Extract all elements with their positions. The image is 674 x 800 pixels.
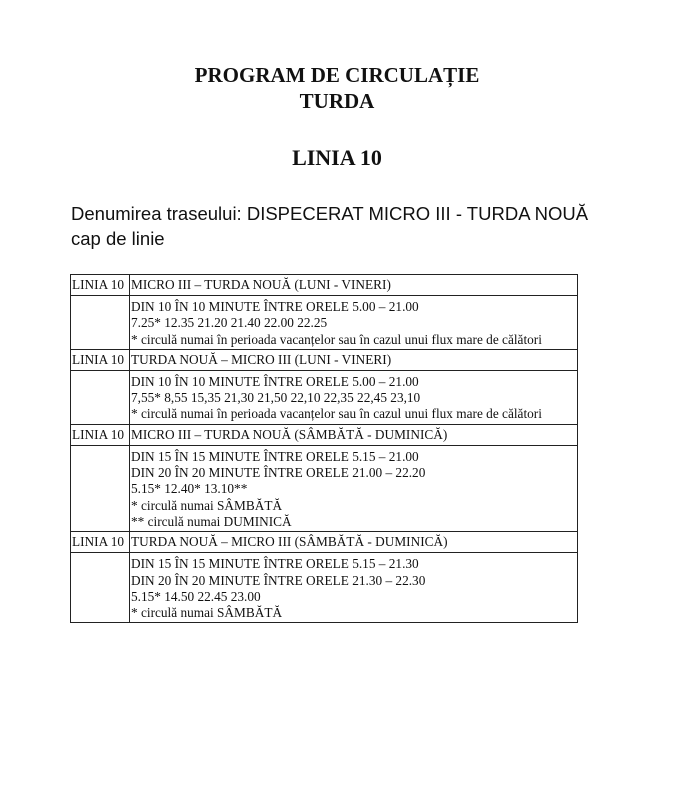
schedule-details-cell [130, 553, 578, 623]
schedule-detail-line: DIN 20 ÎN 20 MINUTE ÎNTRE ORELE 21.30 – 22.30 [131, 572, 426, 588]
route-name-cell: TURDA NOUĂ – MICRO III (SÂMBĂTĂ - DUMINICĂ) [130, 532, 578, 553]
route-name-cell: TURDA NOUĂ – MICRO III (LUNI - VINERI) [130, 349, 578, 370]
schedule-details-row [71, 445, 578, 531]
line-number-cell: LINIA 10 [71, 424, 130, 445]
schedule-detail-line: 7,55* 8,55 15,35 21,30 21,50 22,10 22,35 22,45 23,10 [131, 390, 421, 406]
schedule-detail-line: * circulă numai SÂMBĂTĂ [131, 605, 283, 621]
schedule-details-row [71, 553, 578, 623]
schedule-detail-line: 5.15* 14.50 22.45 23.00 [131, 588, 261, 604]
schedule-details-cell [130, 445, 578, 531]
schedule-details-cell [130, 370, 578, 424]
schedule-details-cell [130, 296, 578, 350]
schedule-detail-line: ** circulă numai DUMINICĂ [131, 513, 292, 529]
schedule-detail-line: * circulă numai SÂMBĂTĂ [131, 497, 283, 513]
schedule-table-body [71, 275, 578, 623]
schedule-detail-line: DIN 15 ÎN 15 MINUTE ÎNTRE ORELE 5.15 – 21.30 [131, 556, 419, 572]
schedule-detail-line: 7.25* 12.35 21.20 21.40 22.00 22.25 [131, 315, 328, 331]
schedule-details-row [71, 370, 578, 424]
schedule-table [70, 274, 578, 623]
schedule-details-row [71, 296, 578, 350]
empty-cell [71, 553, 130, 623]
line-number-cell: LINIA 10 [71, 532, 130, 553]
schedule-detail-line: * circulă numai în perioada vacanțelor sau în cazul unui flux mare de călători [131, 406, 542, 422]
schedule-detail-line: DIN 15 ÎN 15 MINUTE ÎNTRE ORELE 5.15 – 21.00 [131, 448, 419, 464]
schedule-route-row [71, 349, 578, 370]
line-number-cell: LINIA 10 [71, 275, 130, 296]
line-number-cell: LINIA 10 [71, 349, 130, 370]
schedule-detail-line: 5.15* 12.40* 13.10** [131, 481, 248, 497]
schedule-detail-line: DIN 10 ÎN 10 MINUTE ÎNTRE ORELE 5.00 – 21.00 [131, 373, 419, 389]
schedule-route-row [71, 532, 578, 553]
route-name-cell: MICRO III – TURDA NOUĂ (LUNI - VINERI) [130, 275, 578, 296]
schedule-detail-line: DIN 10 ÎN 10 MINUTE ÎNTRE ORELE 5.00 – 21.00 [131, 299, 419, 314]
empty-cell [71, 445, 130, 531]
line-heading: LINIA 10 [292, 145, 382, 170]
empty-cell [71, 296, 130, 350]
schedule-route-row [71, 424, 578, 445]
empty-cell [71, 370, 130, 424]
city-title: TURDA [299, 89, 375, 113]
document-title: PROGRAM DE CIRCULAȚIE [194, 63, 480, 87]
schedule-detail-line: DIN 20 ÎN 20 MINUTE ÎNTRE ORELE 21.00 – 22.20 [131, 465, 426, 481]
schedule-route-row [71, 275, 578, 296]
route-name-cell: MICRO III – TURDA NOUĂ (SÂMBĂTĂ - DUMINICĂ) [130, 424, 578, 445]
route-description: Denumirea traseului: DISPECERAT MICRO III - TURDA NOUĂ cap de linie [71, 203, 589, 249]
schedule-detail-line: * circulă numai în perioada vacanțelor sau în cazul unui flux mare de călători [131, 331, 542, 347]
